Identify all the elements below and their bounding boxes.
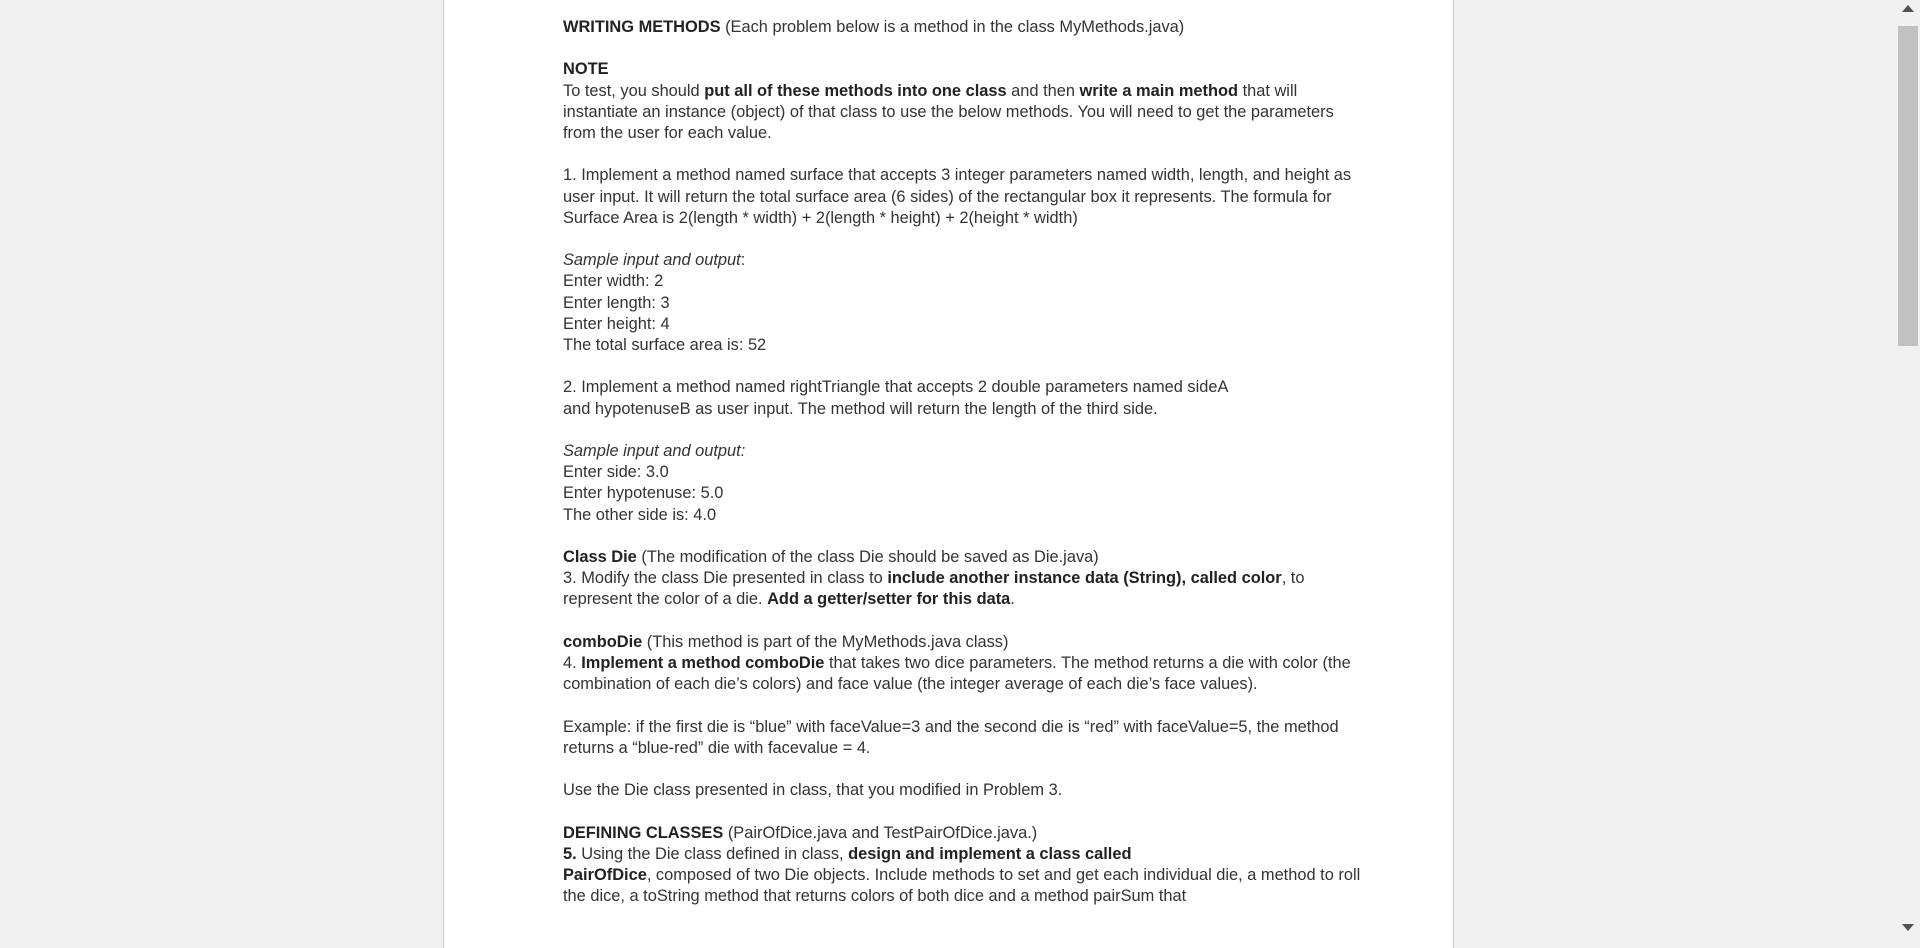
problem-5-number: 5. [563, 844, 577, 863]
problem-5-bold: PairOfDice [563, 865, 647, 884]
problem-3-bold: Add a getter/setter for this data [767, 590, 1011, 609]
sample-heading: Sample input and output [563, 251, 741, 270]
problem-2-line: and hypotenuseB as user input. The method will return the length of the third side. [563, 399, 1158, 418]
defining-classes-section [563, 823, 1363, 908]
section-title: DEFINING CLASSES [563, 823, 724, 842]
sample-2 [563, 441, 1363, 526]
section-subtitle: (Each problem below is a method in the class MyMethods.java) [720, 18, 1185, 36]
problem-5-text: Using the Die class defined in class, [576, 844, 849, 863]
note-bold: put all of these methods into one class [704, 81, 1007, 100]
problem-5-bold: design and implement a class called [848, 844, 1132, 863]
class-die-section [563, 547, 1363, 611]
section-subtitle: (PairOfDice.java and TestPairOfDice.java.) [723, 823, 1038, 842]
example-paragraph: Example: if the first die is “blue” with faceValue=3 and the second die is “red” with faceValue=5, the method returns a “blue-red” die with facevalue = 4. [563, 717, 1339, 757]
sample-line: Enter side: 3.0 [563, 463, 669, 482]
sample-colon: : [740, 251, 746, 270]
problem-4-bold: Implement a method comboDie [581, 653, 825, 672]
problem-2-line: 2. Implement a method named rightTriangle that accepts 2 double parameters named sideA [563, 378, 1229, 397]
note-text: and then [1006, 81, 1080, 100]
problem-4-text: 4. [563, 653, 582, 672]
problem-2 [563, 377, 1363, 419]
sample-line: Enter hypotenuse: 5.0 [563, 484, 724, 503]
problem-3-text: , to represent the color of a die. [563, 569, 1305, 609]
problem-4-text: that takes two dice parameters. The method returns a die with color (the combination of each die’s colors) and face value (the integer average of each die’s face values). [563, 653, 1351, 694]
document-page [443, 0, 1454, 948]
problem-5-text: , composed of two Die objects. Include methods to set and get each individual die, a method to roll the dice, a toString method that returns colors of both dice and a method pairSum that [563, 865, 1361, 906]
scroll-down-arrow-icon[interactable] [1902, 924, 1914, 931]
use-die-paragraph: Use the Die class presented in class, that you modified in Problem 3. [563, 781, 1063, 800]
sample-1 [563, 250, 1363, 356]
problem-3-text: . [1010, 590, 1015, 609]
section-title: Class Die [563, 547, 637, 566]
sample-heading: Sample input and output: [563, 441, 746, 460]
combo-die-section [563, 632, 1363, 696]
sample-line: Enter width: 2 [563, 272, 664, 291]
note-text: that will instantiate an instance (object) of that class to use the below methods. You will need to get the parameters from the user for each value. [563, 81, 1334, 142]
note-text: To test, you should [563, 81, 705, 100]
section-title: WRITING METHODS [563, 18, 721, 36]
document-content [563, 17, 1363, 929]
problem-3-text: 3. Modify the class Die presented in class to [563, 569, 888, 588]
note-bold: write a main method [1079, 81, 1239, 100]
sample-line: The other side is: 4.0 [563, 505, 717, 524]
problem-3-bold: include another instance data (String), called color [887, 569, 1282, 588]
sample-line: Enter height: 4 [563, 314, 670, 333]
section-subtitle: (The modification of the class Die should be saved as Die.java) [636, 547, 1099, 566]
section-title: comboDie [563, 632, 643, 651]
note-paragraph [563, 59, 1363, 144]
problem-1: 1. Implement a method named surface that accepts 3 integer parameters named width, length, and height as user input. It will return the total surface area (6 sides) of the rectangular box it represents. The formula for Surface Area is 2(length * width) + 2(length * height) + 2(height * width) [563, 166, 1352, 227]
scroll-up-arrow-icon[interactable] [1902, 5, 1914, 12]
sample-line: The total surface area is: 52 [563, 336, 767, 354]
note-title: NOTE [563, 60, 609, 79]
section-subtitle: (This method is part of the MyMethods.java class) [642, 632, 1009, 651]
sample-line: Enter length: 3 [563, 293, 670, 312]
writing-methods-heading [563, 17, 1363, 38]
scrollbar-thumb[interactable] [1898, 26, 1918, 346]
